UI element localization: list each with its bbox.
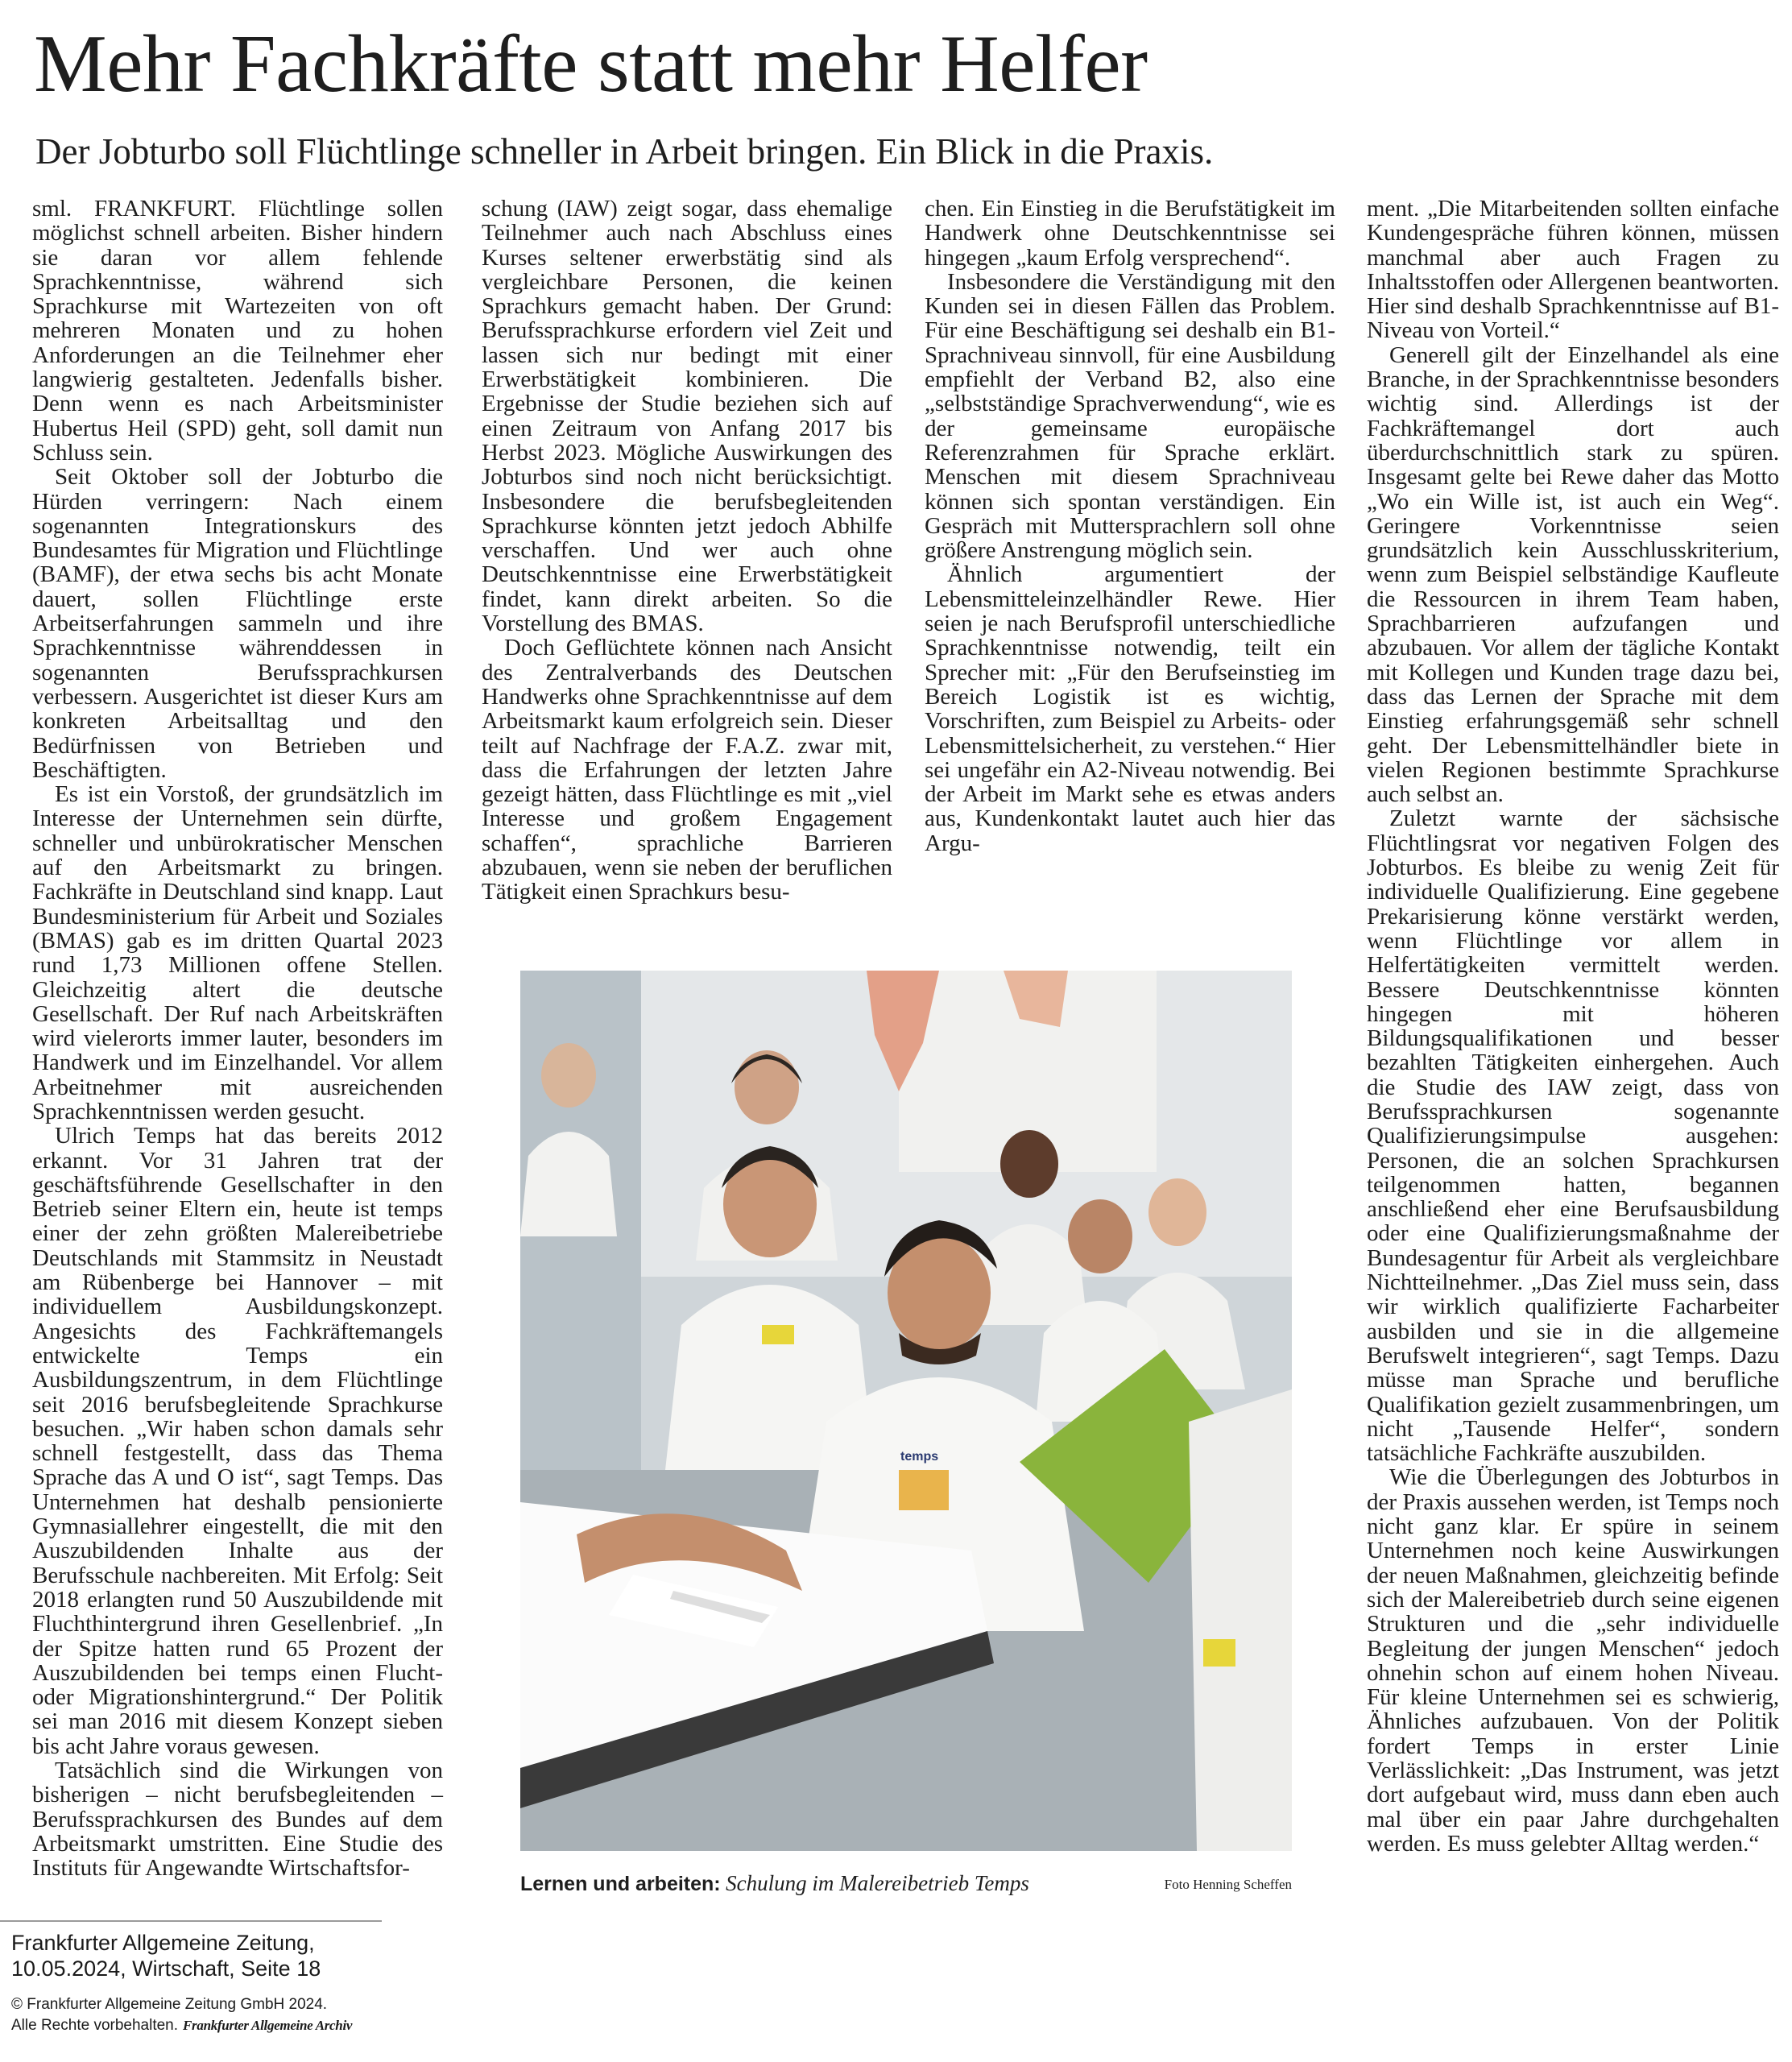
source-line-publication: Frankfurter Allgemeine Zeitung, xyxy=(11,1931,315,1955)
classroom-photo-illustration xyxy=(520,971,1292,1851)
paragraph: Wie die Überlegungen des Jobturbos in der Praxis aussehen werden, ist Temps noch nicht ganz klar. Er spüre in seinem Unternehmen noch keine Auswirkungen der neuen Maßnahmen, gleichzeitig befinde sich der Malereibetrieb durch seine eigenen Strukturen und die „sehr individuelle Begleitung der jungen Menschen“ jedoch ohnehin schon auf einem hohen Niveau. Für kleine Unternehmen sei es schwierig, Ähnliches aufzubauen. Von der Politik fordert Temps in erster Linie Verlässlichkeit: „Das Instrument, was jetzt dort aufgebaut wird, muss dann eben auch mal über ein paar Jahre durchgehalten werden. Es muss gelebter Alltag werden.“ xyxy=(1367,1464,1779,1857)
photo-caption xyxy=(520,1869,1292,1898)
paragraph: Generell gilt der Einzelhandel als eine Branche, in der Sprachkenntnisse besonders wichtig sind. Allerdings ist der Fachkräftemangel dort auch überdurchschnittlich stark zu spüren. Insgesamt gelte bei Rewe daher das Motto „Wo ein Wille ist, ist auch ein Weg“. Geringere Vorkenntnisse seien grundsätzlich kein Ausschlusskriterium, wenn zum Beispiel selbständige Kaufleute die Ressourcen in ihrem Team haben, Sprachbarrieren aufzufangen und abzubauen. Vor allem der tägliche Kontakt mit Kollegen und Kunden trage dazu bei, dass das Lernen der Sprache mit dem Einstieg erfahrungsgemäß sehr schnell geht. Der Lebensmittelhändler biete in vielen Regionen bestimmte Sprachkurse auch selbst an. xyxy=(1367,342,1779,808)
paragraph: Ähnlich argumentiert der Lebensmitteleinzelhändler Rewe. Hier seien je nach Berufsprofil unterschiedliche Sprachkenntnisse notwendig, teilt ein Sprecher mit: „Für den Berufseinstieg im Bereich Logistik ist es wichtig, Vorschriften, zum Beispiel zu Arbeits- oder Lebensmittelsicherheit, zu verstehen.“ Hier sei ungefähr ein A2-Niveau notwendig. Bei der Arbeit im Markt sehe es etwas anders aus, Kundenkontakt lautet auch hier das Argu- xyxy=(925,561,1335,856)
article-column-1 xyxy=(32,197,443,1880)
article-subheadline: Der Jobturbo soll Flüchtlinge schneller in Arbeit bringen. Ein Blick in die Praxis. xyxy=(35,131,1214,172)
paragraph: chen. Ein Einstieg in die Berufstätigkeit im Handwerk ohne Deutschkenntnisse sei hingegen „kaum Erfolg versprechend“. xyxy=(925,196,1335,271)
paragraph: schung (IAW) zeigt sogar, dass ehemalige Teilnehmer auch nach Abschluss eines Kurses seltener erwerbstätig sind als vergleichbare Personen, die keinen Sprachkurs gemacht haben. Der Grund: Berufssprachkurse erfordern viel Zeit und lassen sich nur bedingt mit einer Erwerbstätigkeit kombinieren. Die Ergebnisse der Studie beziehen sich auf einen Zeitraum von Anfang 2017 bis Herbst 2023. Mögliche Auswirkungen des Jobturbos sind noch nicht berücksichtigt. Insbesondere die berufsbegleitenden Sprachkurse könnten jetzt jedoch Abhilfe verschaffen. Und wer auch ohne Deutschkenntnisse eine Erwerbstätigkeit findet, kann direkt arbeiten. So die Vorstellung des BMAS. xyxy=(482,196,892,637)
archive-logo: Frankfurter Allgemeine Archiv xyxy=(183,2018,353,2033)
paragraph: Tatsächlich sind die Wirkungen von bisherigen – nicht berufsbegleitenden – Berufssprachkursen des Bundes auf dem Arbeitsmarkt umstritten. Eine Studie des Instituts für Angewandte Wirtschaftsfor- xyxy=(32,1758,443,1882)
paragraph: Insbesondere die Verständigung mit den Kunden sei in diesen Fällen das Problem. Für eine Beschäftigung sei deshalb ein B1-Sprachniveau sinnvoll, für eine Ausbildung empfiehlt der Verband B2, also eine „selbstständige Sprachverwendung“, wie es der gemeinsame europäische Referenzrahmen für Sprache erklärt. Menschen mit diesem Sprachniveau können sich spontan verständigen. Ein Gespräch mit Muttersprachlern soll ohne größere Anstrengung möglich sein. xyxy=(925,268,1335,564)
paragraph: Seit Oktober soll der Jobturbo die Hürden verringern: Nach einem sogenannten Integrationskurs des Bundesamtes für Migration und Flüchtlinge (BAMF), der etwa sechs bis acht Monate dauert, sollen Flüchtlinge erste Arbeitserfahrungen sammeln und ihre Sprachkenntnisse währenddessen in sogenannten Berufssprachkursen verbessern. Ausgerichtet ist dieser Kurs am konkreten Arbeitsalltag und den Bedürfnissen von Betrieben und Beschäftigten. xyxy=(32,464,443,783)
source-line-date: 10.05.2024, Wirtschaft, Seite 18 xyxy=(11,1956,321,1981)
photo-credit: Foto Henning Scheffen xyxy=(1164,1877,1292,1892)
paragraph: Ulrich Temps hat das bereits 2012 erkannt. Vor 31 Jahren trat der geschäftsführende Gesellschafter in den Betrieb seiner Eltern ein, heute ist temps einer der zehn größten Malereibetriebe Deutschlands mit Stammsitz in Neustadt am Rübenberge bei Hannover – mit individuellem Ausbildungskonzept. Angesichts des Fachkräftemangels entwickelte Temps ein Ausbildungszentrum, in dem Flüchtlinge seit 2016 berufsbegleitende Sprachkurse besuchen. „Wir haben schon damals sehr schnell festgestellt, dass das Thema Sprache das A und O ist“, sagt Temps. Das Unternehmen hat deshalb pensionierte Gymnasiallehrer eingestellt, die mit den Auszubildenden Inhalte aus der Berufsschule nachbereiten. Mit Erfolg: Seit 2018 erlangten rund 50 Auszubildende mit Fluchthintergrund ihren Gesellenbrief. „In der Spitze hatten rund 65 Prozent der Auszubildenden bei temps einen Flucht- oder Migrationshintergrund.“ Der Politik sei man 2016 mit diesem Konzept sieben bis acht Jahre voraus gewesen. xyxy=(32,1123,443,1759)
copyright-line: © Frankfurter Allgemeine Zeitung GmbH 2024. xyxy=(11,1996,328,2013)
rights-line xyxy=(11,2015,352,2036)
paragraph: Es ist ein Vorstoß, der grundsätzlich im Interesse der Unternehmen sein dürfte, schneller und unbürokratischer Menschen auf den Arbeitsmarkt zu bringen. Fachkräfte in Deutschland sind knapp. Laut Bundesministerium für Arbeit und Soziales (BMAS) gab es im dritten Quartal 2023 rund 1,73 Millionen offene Stellen. Gleichzeitig altert die deutsche Gesellschaft. Der Ruf nach Arbeitskräften wird vielerorts immer lauter, besonders im Handwerk und im Einzelhandel. Vor allem Arbeitnehmer mit ausreichenden Sprachkenntnissen werden gesucht. xyxy=(32,781,443,1124)
paragraph: Doch Geflüchtete können nach Ansicht des Zentralverbands des Deutschen Handwerks ohne Sprachkenntnisse auf dem Arbeitsmarkt kaum erfolgreich sein. Dieser teilt auf Nachfrage der F.A.Z. zwar mit, dass die Erfahrungen der letzten Jahre gezeigt hätten, dass Flüchtlinge es mit „viel Interesse und großem Engagement schaffen“, sprachliche Barrieren abzubauen, wenn sie neben der beruflichen Tätigkeit einen Sprachkurs besu- xyxy=(482,635,892,905)
caption-text: Schulung im Malereibetrieb Temps xyxy=(726,1871,1029,1895)
article-column-3 xyxy=(925,197,1335,855)
source-info xyxy=(11,1930,321,1981)
paragraph: sml. FRANKFURT. Flüchtlinge sollen möglichst schnell arbeiten. Bisher hindern sie daran vor allem fehlende Sprachkenntnisse, während sich Sprachkurse mit Wartezeiten von oft mehreren Monaten und zu hohen Anforderungen an die Teilnehmer eher langwierig gestalteten. Jedenfalls bisher. Denn wenn es nach Arbeitsminister Hubertus Heil (SPD) geht, soll damit nun Schluss sein. xyxy=(32,196,443,466)
article-headline: Mehr Fachkräfte statt mehr Helfer xyxy=(34,19,1148,110)
paragraph: ment. „Die Mitarbeitenden sollten einfache Kundengespräche führen können, müssen manchmal aber auch Fragen zu Inhaltsstoffen oder Allergenen beantworten. Hier sind deshalb Sprachkenntnisse auf B1-Niveau von Vorteil.“ xyxy=(1367,196,1779,344)
article-column-4 xyxy=(1367,197,1779,1856)
article-photo xyxy=(520,971,1292,1851)
footer-divider xyxy=(0,1920,382,1922)
article-column-2 xyxy=(482,197,892,905)
shirt-print-text: temps xyxy=(900,1450,939,1464)
rights-text: Alle Rechte vorbehalten. xyxy=(11,2017,179,2034)
caption-lead: Lernen und arbeiten: xyxy=(520,1873,721,1895)
paragraph: Zuletzt warnte der sächsische Flüchtlingsrat vor negativen Folgen des Jobturbos. Es bleibe zu wenig Zeit für individuelle Qualifizierung. Eine gegebene Prekarisierung könne verstärkt werden, wenn Flüchtlinge vor allem in Helfertätigkeiten vermittelt werden. Bessere Deutschkenntnisse könnten hingegen mit höheren Bildungsqualifikationen und besser bezahlten Tätigkeiten einhergehen. Auch die Studie des IAW zeigt, dass von Berufssprachkursen sogenannte Qualifizierungsimpulse ausgehen: Personen, die an solchen Sprachkursen teilgenommen hatten, begannen anschließend eher eine Berufsausbildung oder eine Qualifizierungsmaßnahme der Bundesagentur für Arbeit als vergleichbare Nichtteilnehmer. „Das Ziel muss sein, dass wir wirklich qualifizierte Facharbeiter ausbilden und sie in die allgemeine Berufswelt integrieren“, sagt Temps. Dazu müsse man Sprache und berufliche Qualifikation gezielt zusammenbringen, um nicht „Tausende Helfer“, sondern tatsächliche Fachkräfte auszubilden. xyxy=(1367,805,1779,1467)
copyright-notice xyxy=(11,1994,352,2036)
